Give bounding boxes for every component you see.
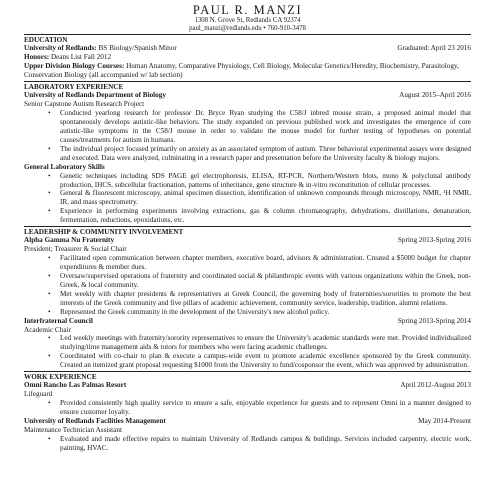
council-org-row bbox=[24, 317, 471, 326]
leadership-section bbox=[24, 226, 471, 370]
leadership-org-row bbox=[24, 236, 471, 245]
leadership-org: Alpha Gamma Nu Fraternity bbox=[24, 236, 115, 245]
list-item: • General & fluorescent microscopy, animal specimen dissection, identification of unknown compounds through microscopy, NMR, ¹H NMR, IR, and mass spectrometry. bbox=[60, 189, 471, 207]
council-role: Academic Chair bbox=[24, 325, 71, 334]
list-item: • Oversaw/supervised operations of fraternity and coordinated social & philanthropic events with various organizations within the Greek, non-Greek, & local community. bbox=[60, 272, 471, 290]
council-org: Interfraternal Council bbox=[24, 316, 93, 325]
work-section bbox=[24, 371, 471, 453]
applicant-name: PAUL R. MANZI bbox=[192, 3, 303, 17]
omni-bullets bbox=[24, 399, 471, 417]
education-section bbox=[24, 34, 471, 80]
courses-line bbox=[24, 62, 471, 80]
list-item: • Evaluated and made effective repairs to maintain University of Redlands campus & buildings. Services included carpentry, electric work, painting, HVAC. bbox=[60, 435, 471, 453]
skills-heading: General Laboratory Skills bbox=[24, 162, 105, 171]
list-item: • Experience in performing experiments involving extractions, gas & column chromatography, dehydrations, distillations, denaturation, fermentation, reductions, epoxidations, etc. bbox=[60, 207, 471, 225]
council-bullets bbox=[24, 334, 471, 370]
list-item: • Facilitated open communication between chapter members, executive board, advisors & administration. Created a $5000 budget for chapter expenditures & member dues. bbox=[60, 254, 471, 272]
list-item: • The individual project focused primarily on anxiety as an associated symptom of autism. Three behavioral experimental assays were designed and executed. Data were analyzed, culminating in a research paper and presentation before the University faculty & biology majors. bbox=[60, 145, 471, 163]
omni-org: Omni Rancho Las Palmas Resort bbox=[24, 381, 127, 390]
list-item: • Genetic techniques including SDS PAGE gel electrophoresis, ELISA, RT-PCR, Northern/Western blots, mono & polyclonal antibody production, IHCS, subcellular fractionation, patterns of inheritance, gene structure & in-vitro reconstitution of cellular processes. bbox=[60, 172, 471, 190]
degree-text: BS Biology/Spanish Minor bbox=[96, 44, 177, 53]
school-label: University of Redlands: bbox=[24, 44, 97, 53]
facilities-bullets bbox=[24, 435, 471, 453]
lab-org: University of Redlands Department of Biology bbox=[24, 91, 166, 100]
facilities-org: University of Redlands Facilities Management bbox=[24, 417, 166, 426]
skills-bullets bbox=[24, 172, 471, 225]
facilities-role: Maintenance Technician Assistant bbox=[24, 425, 122, 434]
leadership-bullets bbox=[24, 254, 471, 316]
list-item: • Conducted yearlong research for professor Dr. Bryce Ryan studying the C58/J inbred mouse strain, a proposed animal model that spontaneously develops autistic-like behaviors. The study expanded on previous published work and investigates the emergence of core autistic-like symptoms in the C58/J mouse in order to validate the mouse model for further testing of hypotheses on potential causes/treatments for autism in humans. bbox=[60, 109, 471, 145]
omni-role: Lifeguard bbox=[24, 390, 53, 399]
address-line: 1308 N. Grove St, Redlands CA 92374 bbox=[194, 17, 301, 24]
honors-text: Deans List Fall 2012 bbox=[49, 53, 112, 62]
list-item: • Provided consistently high quality service to ensure a safe, enjoyable experience for guests and to represent Omni in a manner designed to ensure customer loyalty. bbox=[60, 399, 471, 417]
honors-line bbox=[24, 53, 471, 62]
leadership-dates: Spring 2013-Spring 2016 bbox=[397, 236, 471, 245]
list-item: • Represented the Greek community in the development of the University's new alcohol policy. bbox=[60, 308, 471, 317]
courses-text: Human Anatomy, Comparative Physiology, Cell Biology, Molecular Genetics/Heredity, Biochemistry, Parasitology, Conservation Biology (all accompanied w/ lab section) bbox=[24, 62, 459, 80]
council-dates: Spring 2013-Spring 2014 bbox=[397, 316, 471, 325]
leadership-role: President; Treasurer & Social Chair bbox=[24, 245, 127, 254]
degree-line bbox=[24, 44, 177, 53]
lab-heading: LABORATORY EXPERIENCE bbox=[24, 82, 124, 91]
list-item: • Coordinated with co-chair to plan & execute a campus-wide event to promote academic excellence sponsored by the Greek community. Created an itemized grant proposal requesting $1000 from the University to fund/cosponsor the event, which was approved by administration. bbox=[60, 352, 471, 370]
education-degree-row bbox=[24, 44, 471, 53]
courses-label: Upper Division Biology Courses: bbox=[24, 62, 125, 71]
list-item: • Met weekly with chapter presidents & representatives at Greek Council, the governing body of fraternities/sororities to promote the best interests of the Greek community and five pillars of academic achievement, community service, leadership, tradition, alumni relations. bbox=[60, 290, 471, 308]
list-item: • Led weekly meetings with fraternity/sorority representatives to ensure the University's academic standards were met. Provided individualized studying/time management aids & tutors for members who were facing academic challenges. bbox=[60, 334, 471, 352]
leadership-heading: LEADERSHIP & COMMUNITY INVOLVEMENT bbox=[24, 227, 184, 236]
omni-dates: April 2012-August 2013 bbox=[400, 381, 471, 390]
contact-line: paul_manzi@redlands.edu • 760-910-3478 bbox=[189, 25, 306, 32]
facilities-dates: May 2014-Present bbox=[418, 417, 471, 426]
lab-dates: August 2015–April 2016 bbox=[399, 91, 471, 100]
facilities-org-row bbox=[24, 417, 471, 426]
work-heading: WORK EXPERIENCE bbox=[24, 372, 97, 381]
graduation-date: Graduated: April 23 2016 bbox=[397, 44, 471, 53]
omni-org-row bbox=[24, 381, 471, 390]
lab-role: Senior Capstone Autism Research Project bbox=[24, 100, 145, 109]
lab-org-row bbox=[24, 91, 471, 100]
education-heading: EDUCATION bbox=[24, 35, 68, 44]
honors-label: Honors: bbox=[24, 53, 50, 62]
lab-bullets bbox=[24, 109, 471, 162]
lab-section bbox=[24, 81, 471, 225]
